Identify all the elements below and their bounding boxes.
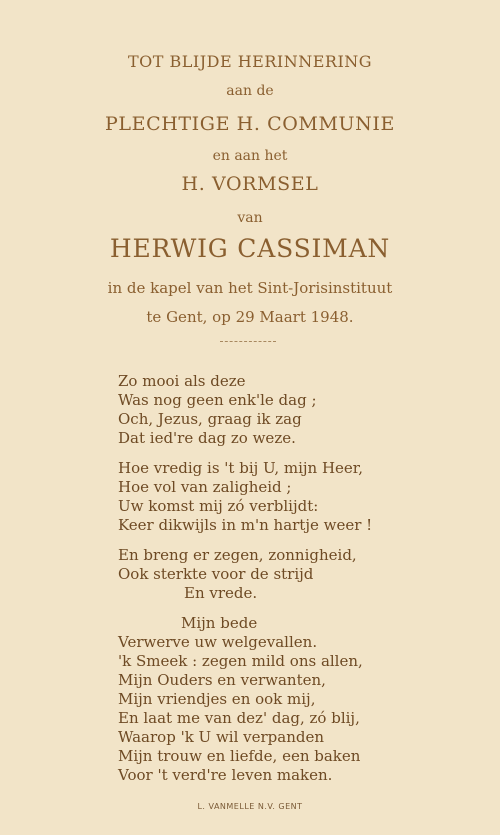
poem-line: Hoe vredig is 't bij U, mijn Heer, xyxy=(118,459,364,477)
poem-line: Uw komst mij zó verblijdt: xyxy=(118,497,319,515)
poem-line: Zo mooi als deze xyxy=(118,372,246,390)
poem-line: Mijn bede xyxy=(181,614,258,632)
poem-line: Was nog geen enk'le dag ; xyxy=(118,391,317,409)
honoree-name: HERWIG CASSIMAN xyxy=(109,234,391,263)
heading-en-aan-het: en aan het xyxy=(212,148,288,164)
poem xyxy=(118,372,372,796)
poem-line: Voor 't verd're leven maken. xyxy=(118,766,333,784)
poem-stanza xyxy=(118,614,372,785)
poem-line: En vrede. xyxy=(184,584,258,602)
poem-stanza xyxy=(118,459,372,535)
poem-line: 'k Smeek : zegen mild ons allen, xyxy=(118,652,363,670)
ceremony-date: te Gent, op 29 Maart 1948. xyxy=(146,308,354,326)
heading-communion: PLECHTIGE H. COMMUNIE xyxy=(105,113,395,135)
heading-van: van xyxy=(237,210,263,226)
poem-line: Keer dikwijls in m'n hartje weer ! xyxy=(118,516,373,534)
poem-line: Dat ied're dag zo weze. xyxy=(118,429,296,447)
ceremony-place: in de kapel van het Sint-Jorisinstituut xyxy=(107,279,393,297)
heading-aan-de: aan de xyxy=(226,83,274,99)
poem-stanza xyxy=(118,546,372,603)
poem-line: Waarop 'k U wil verpanden xyxy=(118,728,325,746)
printer-imprint: L. VANMELLE N.V. GENT xyxy=(197,802,303,811)
poem-line: Mijn trouw en liefde, een baken xyxy=(118,747,361,765)
poem-line: En breng er zegen, zonnigheid, xyxy=(118,546,357,564)
poem-line: Mijn vriendjes en ook mij, xyxy=(118,690,316,708)
poem-line: Och, Jezus, graag ik zag xyxy=(118,410,302,428)
heading-confirmation: H. VORMSEL xyxy=(181,173,319,195)
poem-line: Ook sterkte voor de strijd xyxy=(118,565,314,583)
ornamental-divider xyxy=(220,341,276,342)
poem-line: Verwerve uw welgevallen. xyxy=(118,633,318,651)
heading-remembrance: TOT BLIJDE HERINNERING xyxy=(127,52,373,71)
poem-line: Hoe vol van zaligheid ; xyxy=(118,478,292,496)
poem-stanza xyxy=(118,372,372,448)
poem-line: En laat me van dez' dag, zó blij, xyxy=(118,709,360,727)
poem-line: Mijn Ouders en verwanten, xyxy=(118,671,326,689)
